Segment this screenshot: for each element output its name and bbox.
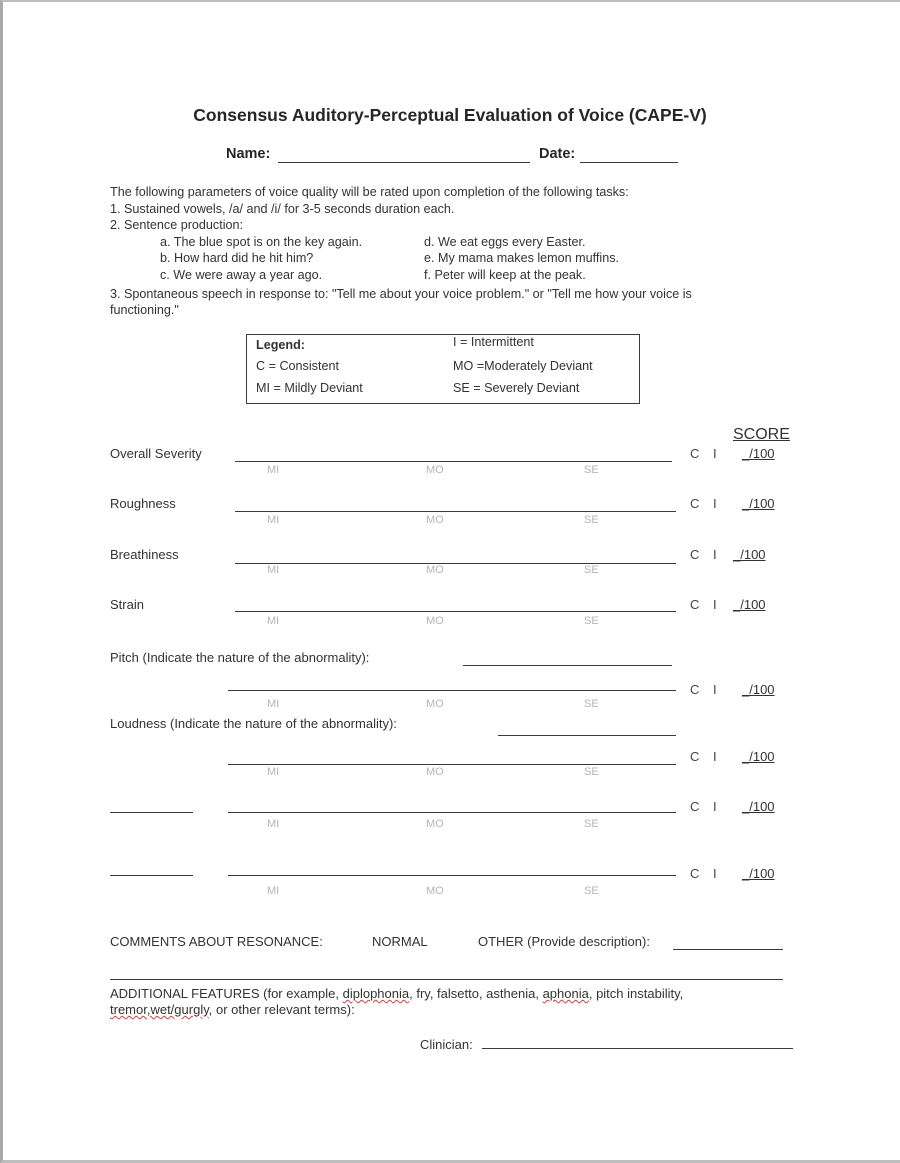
anchor-mo: MO [426, 766, 444, 778]
sentence-e: e. My mama makes lemon muffins. [424, 251, 620, 265]
pitch-scale[interactable] [228, 690, 676, 691]
loudness-scale[interactable] [228, 764, 676, 765]
roughness-scale[interactable] [235, 511, 676, 512]
strain-label: Strain [110, 597, 144, 612]
date-label: Date: [539, 146, 576, 162]
task-2: 2. Sentence production: [110, 218, 244, 232]
pitch-score[interactable]: _/100 [742, 682, 775, 697]
consistent-option[interactable]: C [690, 682, 700, 697]
consistent-option[interactable]: C [690, 547, 700, 562]
consistent-option[interactable]: C [690, 799, 700, 814]
anchor-mo: MO [426, 615, 444, 627]
additional-features-text [110, 986, 683, 1001]
loudness-description-field[interactable] [498, 735, 676, 736]
intermittent-option[interactable]: I [713, 597, 717, 612]
overall-severity-score[interactable]: _/100 [742, 446, 775, 461]
legend-consistent: C = Consistent [256, 359, 339, 373]
custom-parameter-2-field[interactable] [110, 875, 193, 876]
intermittent-option[interactable]: I [713, 866, 717, 881]
name-field[interactable] [278, 162, 530, 163]
consistent-option[interactable]: C [690, 446, 700, 461]
custom-parameter-1-score[interactable]: _/100 [742, 799, 775, 814]
strain-score[interactable]: _/100 [733, 597, 766, 612]
anchor-mo: MO [426, 514, 444, 526]
breathiness-score[interactable]: _/100 [733, 547, 766, 562]
legend-moderately-deviant: MO =Moderately Deviant [453, 359, 593, 373]
anchor-mo: MO [426, 698, 444, 710]
anchor-mi: MI [267, 564, 280, 576]
legend-mildly-deviant: MI = Mildly Deviant [256, 381, 363, 395]
anchor-mi: MI [267, 885, 280, 897]
legend-box [246, 334, 640, 404]
consistent-option[interactable]: C [690, 597, 700, 612]
additional-features-suffix: , or other relevant terms): [208, 1002, 355, 1017]
anchor-se: SE [584, 564, 599, 576]
anchor-mo: MO [426, 818, 444, 830]
score-header: SCORE [733, 426, 790, 443]
sentence-d: d. We eat eggs every Easter. [424, 235, 586, 249]
anchor-mo: MO [426, 564, 444, 576]
form-title: Consensus Auditory-Perceptual Evaluation of Voice (CAPE-V) [193, 105, 707, 125]
anchor-mo: MO [426, 885, 444, 897]
roughness-score[interactable]: _/100 [742, 496, 775, 511]
additional-features-text-continued [110, 1002, 355, 1017]
task-3: 3. Spontaneous speech in response to: "Tell me about your voice problem." or "Tell me how your voice is [110, 287, 692, 301]
intermittent-option[interactable]: I [713, 682, 717, 697]
sentence-f: f. Peter will keep at the peak. [424, 268, 586, 282]
additional-features-mid1: , fry, falsetto, asthenia, [409, 986, 543, 1001]
custom-parameter-2-score[interactable]: _/100 [742, 866, 775, 881]
intermittent-option[interactable]: I [713, 496, 717, 511]
overall-severity-scale[interactable] [235, 461, 672, 462]
clinician-field[interactable] [482, 1048, 793, 1049]
anchor-mi: MI [267, 464, 280, 476]
consistent-option[interactable]: C [690, 496, 700, 511]
instructions-intro: The following parameters of voice quality will be rated upon completion of the following tasks: [110, 185, 629, 199]
term-diplophonia: diplophonia [342, 986, 410, 1001]
resonance-normal-option[interactable]: NORMAL [372, 934, 428, 949]
custom-parameter-1-field[interactable] [110, 812, 193, 813]
resonance-other-option[interactable]: OTHER (Provide description): [478, 934, 650, 949]
breathiness-label: Breathiness [110, 547, 179, 562]
task-3-continued: functioning." [110, 303, 179, 317]
loudness-score[interactable]: _/100 [742, 749, 775, 764]
strain-scale[interactable] [235, 611, 676, 612]
intermittent-option[interactable]: I [713, 799, 717, 814]
sentence-c: c. We were away a year ago. [160, 268, 323, 282]
anchor-mi: MI [267, 766, 280, 778]
custom-parameter-1-scale[interactable] [228, 812, 676, 813]
breathiness-scale[interactable] [235, 563, 676, 564]
sentence-a: a. The blue spot is on the key again. [160, 235, 363, 249]
date-field[interactable] [580, 162, 678, 163]
anchor-se: SE [584, 698, 599, 710]
term-aphonia: aphonia [542, 986, 589, 1001]
consistent-option[interactable]: C [690, 866, 700, 881]
legend-heading: Legend: [256, 338, 305, 352]
additional-features-prefix: ADDITIONAL FEATURES (for example, [110, 986, 343, 1001]
pitch-description-field[interactable] [463, 665, 672, 666]
additional-features-mid2: , pitch instability, [588, 986, 684, 1001]
resonance-label: COMMENTS ABOUT RESONANCE: [110, 934, 323, 949]
resonance-description-line[interactable] [110, 979, 783, 980]
anchor-se: SE [584, 464, 599, 476]
resonance-other-field[interactable] [673, 949, 783, 950]
consistent-option[interactable]: C [690, 749, 700, 764]
term-tremor-wet-gurgly: tremor,wet/gurgly [110, 1002, 209, 1017]
overall-severity-label: Overall Severity [110, 446, 202, 461]
pitch-label: Pitch (Indicate the nature of the abnormality): [110, 650, 370, 665]
anchor-se: SE [584, 818, 599, 830]
anchor-mi: MI [267, 818, 280, 830]
anchor-se: SE [584, 766, 599, 778]
roughness-label: Roughness [110, 496, 176, 511]
anchor-mi: MI [267, 698, 280, 710]
legend-severely-deviant: SE = Severely Deviant [453, 381, 580, 395]
anchor-se: SE [584, 615, 599, 627]
clinician-label: Clinician: [420, 1037, 473, 1052]
anchor-mi: MI [267, 514, 280, 526]
anchor-mo: MO [426, 464, 444, 476]
anchor-mi: MI [267, 615, 280, 627]
sentence-b: b. How hard did he hit him? [160, 251, 314, 265]
task-1: 1. Sustained vowels, /a/ and /i/ for 3-5 seconds duration each. [110, 202, 455, 216]
intermittent-option[interactable]: I [713, 547, 717, 562]
intermittent-option[interactable]: I [713, 446, 717, 461]
custom-parameter-2-scale[interactable] [228, 875, 676, 876]
name-label: Name: [226, 146, 271, 162]
anchor-se: SE [584, 514, 599, 526]
legend-intermittent: I = Intermittent [453, 335, 534, 349]
anchor-se: SE [584, 885, 599, 897]
intermittent-option[interactable]: I [713, 749, 717, 764]
loudness-label: Loudness (Indicate the nature of the abnormality): [110, 716, 397, 731]
